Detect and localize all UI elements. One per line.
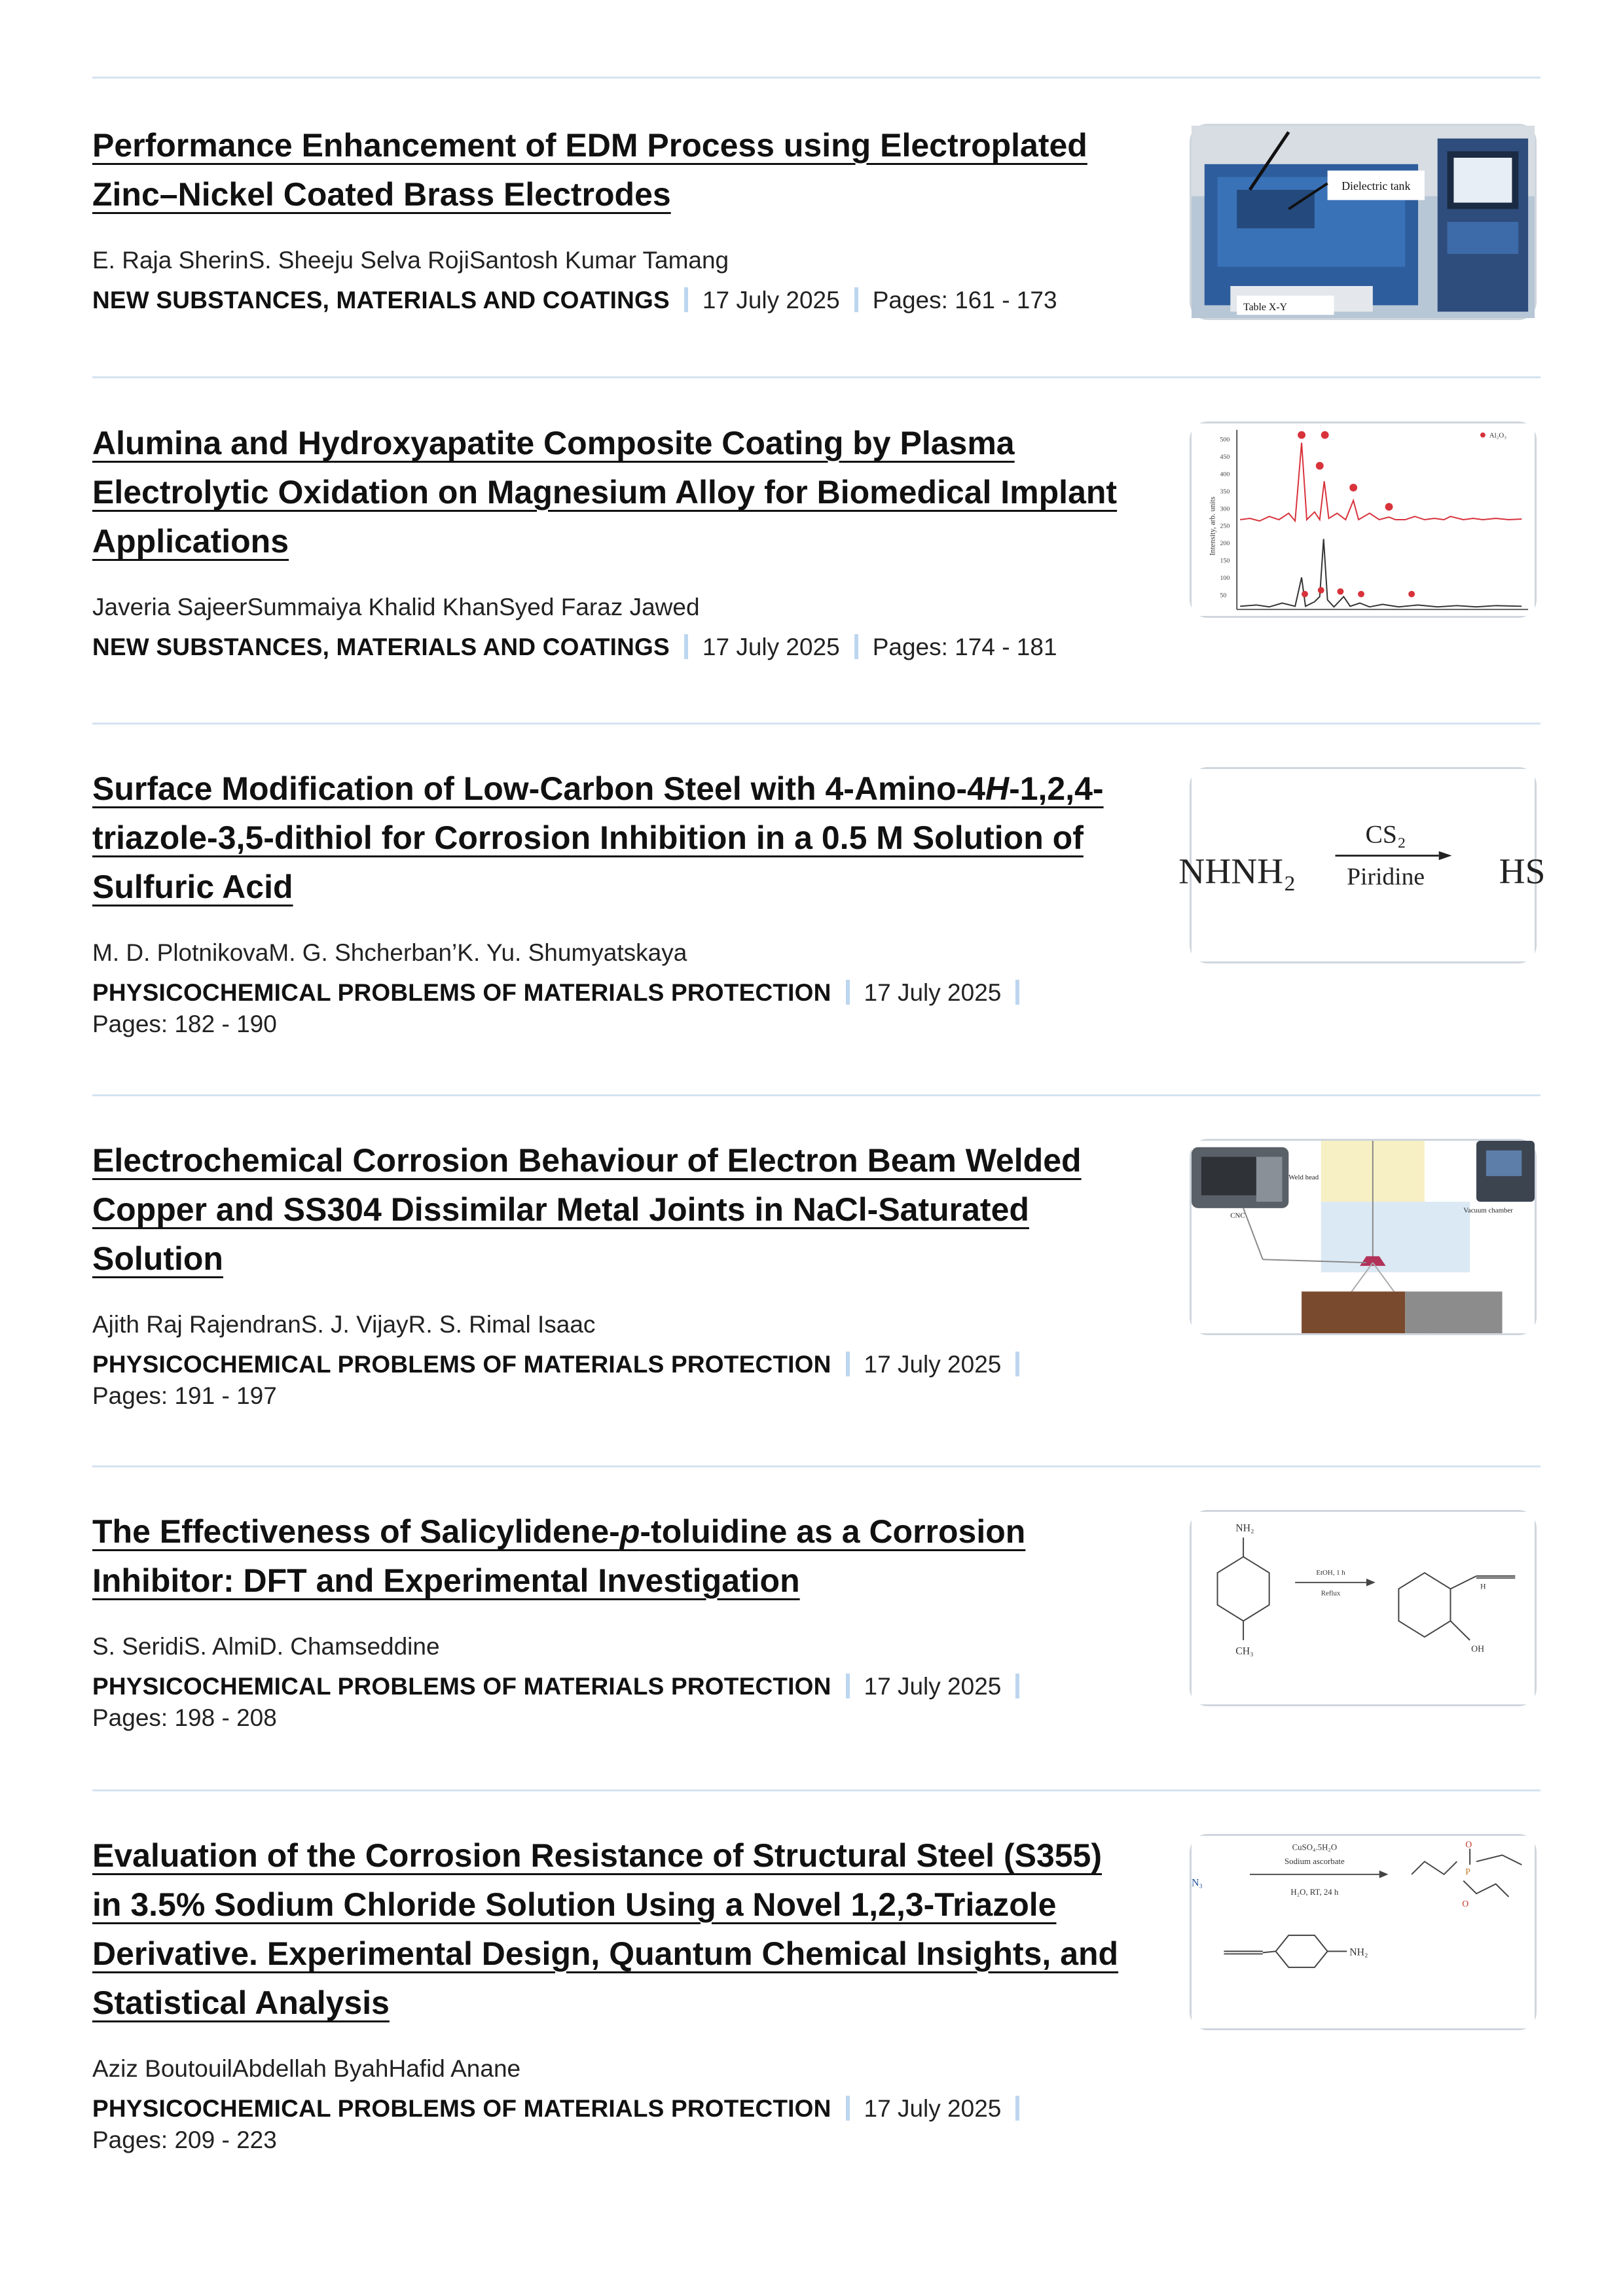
svg-text:CuSO₄.5H₂O: CuSO₄.5H₂O bbox=[1292, 1842, 1338, 1852]
article-text bbox=[92, 1831, 1140, 2156]
divider bbox=[92, 1789, 1541, 1791]
divider bbox=[92, 723, 1541, 725]
article-thumbnail[interactable] bbox=[1190, 1139, 1537, 1335]
separator bbox=[1015, 2096, 1019, 2121]
separator bbox=[846, 1352, 850, 1376]
article-title-link[interactable]: Performance Enhancement of EDM Process using Electroplated Zinc–Nickel Coated Brass Electrodes bbox=[92, 127, 1087, 213]
separator bbox=[684, 287, 688, 312]
edm-machine-photo bbox=[1192, 126, 1535, 318]
article-title bbox=[92, 1507, 1140, 1605]
article-date: 17 July 2025 bbox=[864, 979, 1002, 1006]
svg-text:O: O bbox=[1462, 1898, 1469, 1909]
svg-text:100: 100 bbox=[1220, 575, 1230, 583]
article-pages: Pages: 209 - 223 bbox=[92, 2126, 277, 2153]
article-thumbnail[interactable] bbox=[1178, 767, 1546, 963]
article-thumbnail[interactable] bbox=[1190, 124, 1537, 320]
svg-text:O: O bbox=[1465, 1839, 1472, 1850]
article-title-link[interactable]: Evaluation of the Corrosion Resistance of Structural Steel (S355) in 3.5% Sodium Chloride Solution Using a Novel 1,2,3-Triazole Derivative. Experimental Design, Quantum Chemical Insights, and Statistical Analysis bbox=[92, 1837, 1119, 2021]
article-thumbnail[interactable] bbox=[1190, 1510, 1537, 1706]
article-date: 17 July 2025 bbox=[864, 1351, 1002, 1378]
article-meta bbox=[92, 2093, 1140, 2156]
xrd-pattern-figure bbox=[1192, 423, 1535, 616]
article-authors: M. D. PlotnikovaM. G. Shcherban’K. Yu. Shumyatskaya bbox=[92, 939, 687, 966]
article-meta bbox=[92, 1671, 1140, 1734]
svg-text:Piridine: Piridine bbox=[1347, 863, 1425, 891]
article-date: 17 July 2025 bbox=[864, 1673, 1002, 1700]
article-title-link[interactable]: Electrochemical Corrosion Behaviour of Electron Beam Welded Copper and SS304 Dissimilar Metal Joints in NaCl-Saturated Solution bbox=[92, 1142, 1082, 1277]
svg-text:H₂O, RT, 24 h: H₂O, RT, 24 h bbox=[1290, 1888, 1339, 1897]
separator bbox=[854, 634, 858, 659]
ebw-setup-figure bbox=[1192, 1141, 1535, 1333]
article-meta bbox=[92, 632, 1140, 663]
article-section[interactable]: PHYSICOCHEMICAL PROBLEMS OF MATERIALS PROTECTION bbox=[92, 979, 831, 1006]
article-text bbox=[92, 121, 1140, 316]
article-authors: Aziz BoutouilAbdellah ByahHafid Anane bbox=[92, 2055, 521, 2082]
article-title bbox=[92, 764, 1140, 912]
article-section[interactable]: NEW SUBSTANCES, MATERIALS AND COATINGS bbox=[92, 634, 670, 660]
svg-text:H: H bbox=[1480, 1581, 1486, 1591]
svg-text:200: 200 bbox=[1220, 540, 1230, 548]
article-title bbox=[92, 1831, 1140, 2028]
article-date: 17 July 2025 bbox=[702, 287, 840, 314]
divider bbox=[92, 376, 1541, 378]
separator bbox=[1015, 980, 1019, 1005]
separator bbox=[1015, 1352, 1019, 1376]
article-thumbnail[interactable] bbox=[1190, 1834, 1537, 2030]
separator bbox=[1015, 1674, 1019, 1698]
article-text bbox=[92, 764, 1140, 1040]
svg-text:CS₂: CS₂ bbox=[1365, 819, 1406, 849]
svg-text:Al₂O₃: Al₂O₃ bbox=[1489, 431, 1507, 440]
thumb-label: Dielectric tank bbox=[1341, 179, 1411, 192]
separator bbox=[854, 287, 858, 312]
separator bbox=[846, 2096, 850, 2121]
article-title-link[interactable]: Surface Modification of Low-Carbon Steel with 4-Amino-4H-1,2,4-triazole-3,5-dithiol for Corrosion Inhibition in a 0.5 M Solution of Sulfuric Acid bbox=[92, 770, 1104, 905]
article-meta bbox=[92, 1349, 1140, 1412]
divider bbox=[92, 1094, 1541, 1096]
article-pages: Pages: 161 - 173 bbox=[872, 287, 1057, 314]
article-section[interactable]: NEW SUBSTANCES, MATERIALS AND COATINGS bbox=[92, 287, 670, 314]
synthesis-scheme bbox=[1192, 1512, 1535, 1704]
svg-text:EtOH, 1 h: EtOH, 1 h bbox=[1316, 1569, 1345, 1577]
svg-text:OH: OH bbox=[1471, 1643, 1485, 1654]
article-authors: S. SeridiS. AlmiD. Chamseddine bbox=[92, 1633, 440, 1660]
svg-text:N₃: N₃ bbox=[1192, 1877, 1203, 1889]
article-section[interactable]: PHYSICOCHEMICAL PROBLEMS OF MATERIALS PROTECTION bbox=[92, 1673, 831, 1700]
article-authors: E. Raja SherinS. Sheeju Selva RojiSantosh Kumar Tamang bbox=[92, 247, 729, 274]
svg-text:150: 150 bbox=[1220, 557, 1230, 565]
article-meta bbox=[92, 285, 1140, 316]
svg-text:Sodium ascorbate: Sodium ascorbate bbox=[1285, 1857, 1345, 1867]
article-pages: Pages: 182 - 190 bbox=[92, 1011, 277, 1037]
article-meta bbox=[92, 977, 1140, 1040]
svg-text:CH₃: CH₃ bbox=[1235, 1645, 1254, 1657]
article-pages: Pages: 174 - 181 bbox=[872, 634, 1057, 660]
article-date: 17 July 2025 bbox=[702, 634, 840, 660]
svg-text:50: 50 bbox=[1220, 592, 1227, 600]
divider bbox=[92, 77, 1541, 79]
article-thumbnail[interactable] bbox=[1190, 422, 1537, 618]
article-date: 17 July 2025 bbox=[864, 2095, 1002, 2122]
svg-text:500: 500 bbox=[1220, 436, 1230, 444]
article-text bbox=[92, 419, 1140, 663]
thumb-label: Table X-Y bbox=[1243, 302, 1288, 314]
svg-text:HS: HS bbox=[1499, 851, 1546, 891]
svg-text:400: 400 bbox=[1220, 471, 1230, 478]
triazole-synthesis-scheme bbox=[1192, 1836, 1535, 2028]
article-title bbox=[92, 121, 1140, 219]
article-section[interactable]: PHYSICOCHEMICAL PROBLEMS OF MATERIALS PROTECTION bbox=[92, 2095, 831, 2122]
svg-text:Weld head: Weld head bbox=[1288, 1173, 1319, 1181]
svg-text:P: P bbox=[1465, 1866, 1470, 1876]
article-authors: Javeria SajeerSummaiya Khalid KhanSyed Faraz Jawed bbox=[92, 594, 700, 620]
article-authors: Ajith Raj RajendranS. J. VijayR. S. Rimal Isaac bbox=[92, 1311, 596, 1338]
svg-text:350: 350 bbox=[1220, 488, 1230, 495]
article-title-link[interactable]: Alumina and Hydroxyapatite Composite Coating by Plasma Electrolytic Oxidation on Magnesium Alloy for Biomedical Implant Applications bbox=[92, 425, 1118, 560]
separator bbox=[684, 634, 688, 659]
reaction-scheme bbox=[1178, 769, 1546, 961]
article-pages: Pages: 191 - 197 bbox=[92, 1382, 277, 1409]
divider bbox=[92, 1465, 1541, 1467]
svg-text:450: 450 bbox=[1220, 453, 1230, 461]
svg-text:NHNH₂: NHNH₂ bbox=[1178, 851, 1296, 891]
svg-text:Reflux: Reflux bbox=[1321, 1589, 1341, 1598]
article-title bbox=[92, 419, 1140, 566]
svg-text:250: 250 bbox=[1220, 522, 1230, 530]
article-text bbox=[92, 1507, 1140, 1734]
svg-text:Intensity, arb. units: Intensity, arb. units bbox=[1207, 496, 1217, 556]
article-title bbox=[92, 1136, 1140, 1283]
svg-text:300: 300 bbox=[1220, 505, 1230, 513]
separator bbox=[846, 980, 850, 1005]
article-title-link[interactable]: The Effectiveness of Salicylidene-p-toluidine as a Corrosion Inhibitor: DFT and Experimental Investigation bbox=[92, 1513, 1026, 1599]
article-section[interactable]: PHYSICOCHEMICAL PROBLEMS OF MATERIALS PROTECTION bbox=[92, 1351, 831, 1378]
svg-text:NH₂: NH₂ bbox=[1349, 1946, 1368, 1958]
article-text bbox=[92, 1136, 1140, 1412]
svg-text:Vacuum chamber: Vacuum chamber bbox=[1463, 1206, 1513, 1215]
article-pages: Pages: 198 - 208 bbox=[92, 1704, 277, 1731]
separator bbox=[846, 1674, 850, 1698]
svg-text:CNC: CNC bbox=[1230, 1211, 1245, 1220]
svg-text:NH₂: NH₂ bbox=[1235, 1522, 1254, 1534]
